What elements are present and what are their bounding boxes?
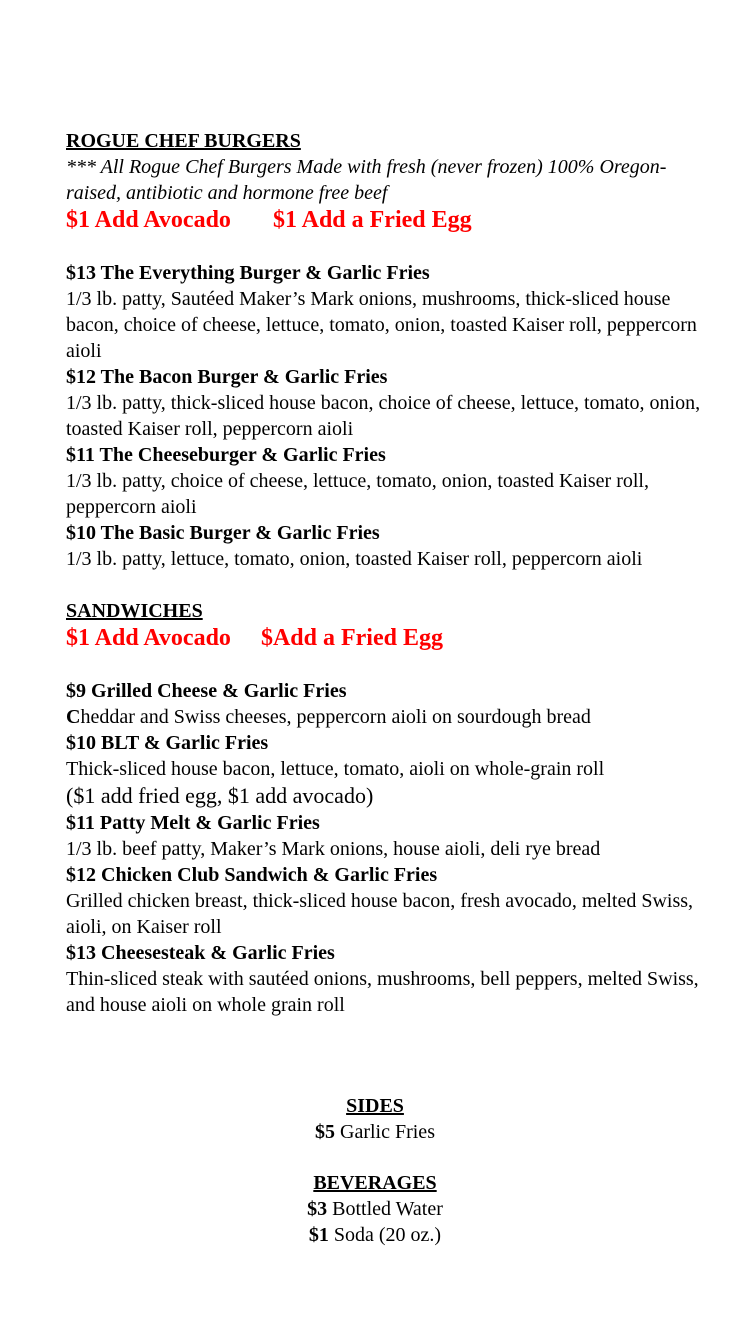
sandwiches-addons <box>66 624 706 652</box>
burgers-heading: ROGUE CHEF BURGERS <box>66 130 301 152</box>
sandwich-item-desc: Grilled chicken breast, thick-sliced house bacon, fresh avocado, melted Swiss, aioli, on Kaiser roll <box>66 890 694 938</box>
burger-item-desc: 1/3 lb. patty, thick-sliced house bacon, choice of cheese, lettuce, tomato, onion, toasted Kaiser roll, peppercorn aioli <box>66 392 701 440</box>
sandwich-item-desc: Thick-sliced house bacon, lettuce, tomato, aioli on whole-grain roll <box>66 758 605 780</box>
burgers-section <box>66 128 706 572</box>
sandwich-item-desc: 1/3 lb. beef patty, Maker’s Mark onions, house aioli, deli rye bread <box>66 838 601 860</box>
menu-document <box>66 128 706 1018</box>
sandwiches-addon-egg: $Add a Fried Egg <box>260 625 443 651</box>
beverages-item-name: Bottled Water <box>332 1198 443 1220</box>
burger-item-title: $12 The Bacon Burger & Garlic Fries <box>66 366 388 388</box>
sides-item <box>0 1119 750 1145</box>
sandwich-item-desc: Thin-sliced steak with sautéed onions, mushrooms, bell peppers, melted Swiss, and house aioli on whole grain roll <box>66 968 699 1016</box>
burger-item-desc: 1/3 lb. patty, choice of cheese, lettuce, tomato, onion, toasted Kaiser roll, peppercorn aioli <box>66 470 649 518</box>
burger-item-desc: 1/3 lb. patty, Sautéed Maker’s Mark onions, mushrooms, thick-sliced house bacon, choice of cheese, lettuce, tomato, onion, toasted Kaiser roll, peppercorn aioli <box>66 288 697 362</box>
beverages-item-price: $3 <box>307 1198 328 1220</box>
sandwiches-addon-avocado: $1 Add Avocado <box>66 625 231 651</box>
burgers-addons <box>66 206 706 234</box>
sandwich-item-title: $12 Chicken Club Sandwich & Garlic Fries <box>66 864 438 886</box>
burger-item-title: $11 The Cheeseburger & Garlic Fries <box>66 444 386 466</box>
beverages-item <box>0 1222 750 1248</box>
sides-heading: SIDES <box>346 1095 404 1117</box>
beverages-item <box>0 1196 750 1222</box>
sandwich-item-note: ($1 add fried egg, $1 add avocado) <box>66 783 374 808</box>
beverages-item-price: $1 <box>308 1224 329 1246</box>
sandwich-item-desc <box>66 704 706 730</box>
burger-item-desc: 1/3 lb. patty, lettuce, tomato, onion, toasted Kaiser roll, peppercorn aioli <box>66 548 643 570</box>
burger-item-title: $13 The Everything Burger & Garlic Fries <box>66 262 430 284</box>
sandwich-item-title: $11 Patty Melt & Garlic Fries <box>66 812 320 834</box>
sides-item-price: $5 <box>315 1121 335 1143</box>
burger-item-title: $10 The Basic Burger & Garlic Fries <box>66 522 380 544</box>
beverages-item-name: Soda (20 oz.) <box>333 1224 442 1246</box>
sides-section <box>0 1093 750 1145</box>
sandwich-item-title: $13 Cheesesteak & Garlic Fries <box>66 942 335 964</box>
sandwich-item-title: $10 BLT & Garlic Fries <box>66 732 269 754</box>
burgers-addon-avocado: $1 Add Avocado <box>66 207 231 233</box>
sides-item-name: Garlic Fries <box>340 1121 435 1143</box>
sandwich-item-desc-initial: C <box>66 706 81 728</box>
burgers-addon-egg: $1 Add a Fried Egg <box>272 207 472 233</box>
beverages-heading: BEVERAGES <box>313 1172 437 1194</box>
sandwiches-heading: SANDWICHES <box>66 600 203 622</box>
sandwiches-section <box>66 598 706 1018</box>
sandwich-item-desc-rest: heddar and Swiss cheeses, peppercorn aioli on sourdough bread <box>80 706 591 728</box>
burgers-intro: *** All Rogue Chef Burgers Made with fresh (never frozen) 100% Oregon-raised, antibiotic and hormone free beef <box>66 156 667 204</box>
beverages-section <box>0 1170 750 1248</box>
sandwich-item-title: $9 Grilled Cheese & Garlic Fries <box>66 680 347 702</box>
